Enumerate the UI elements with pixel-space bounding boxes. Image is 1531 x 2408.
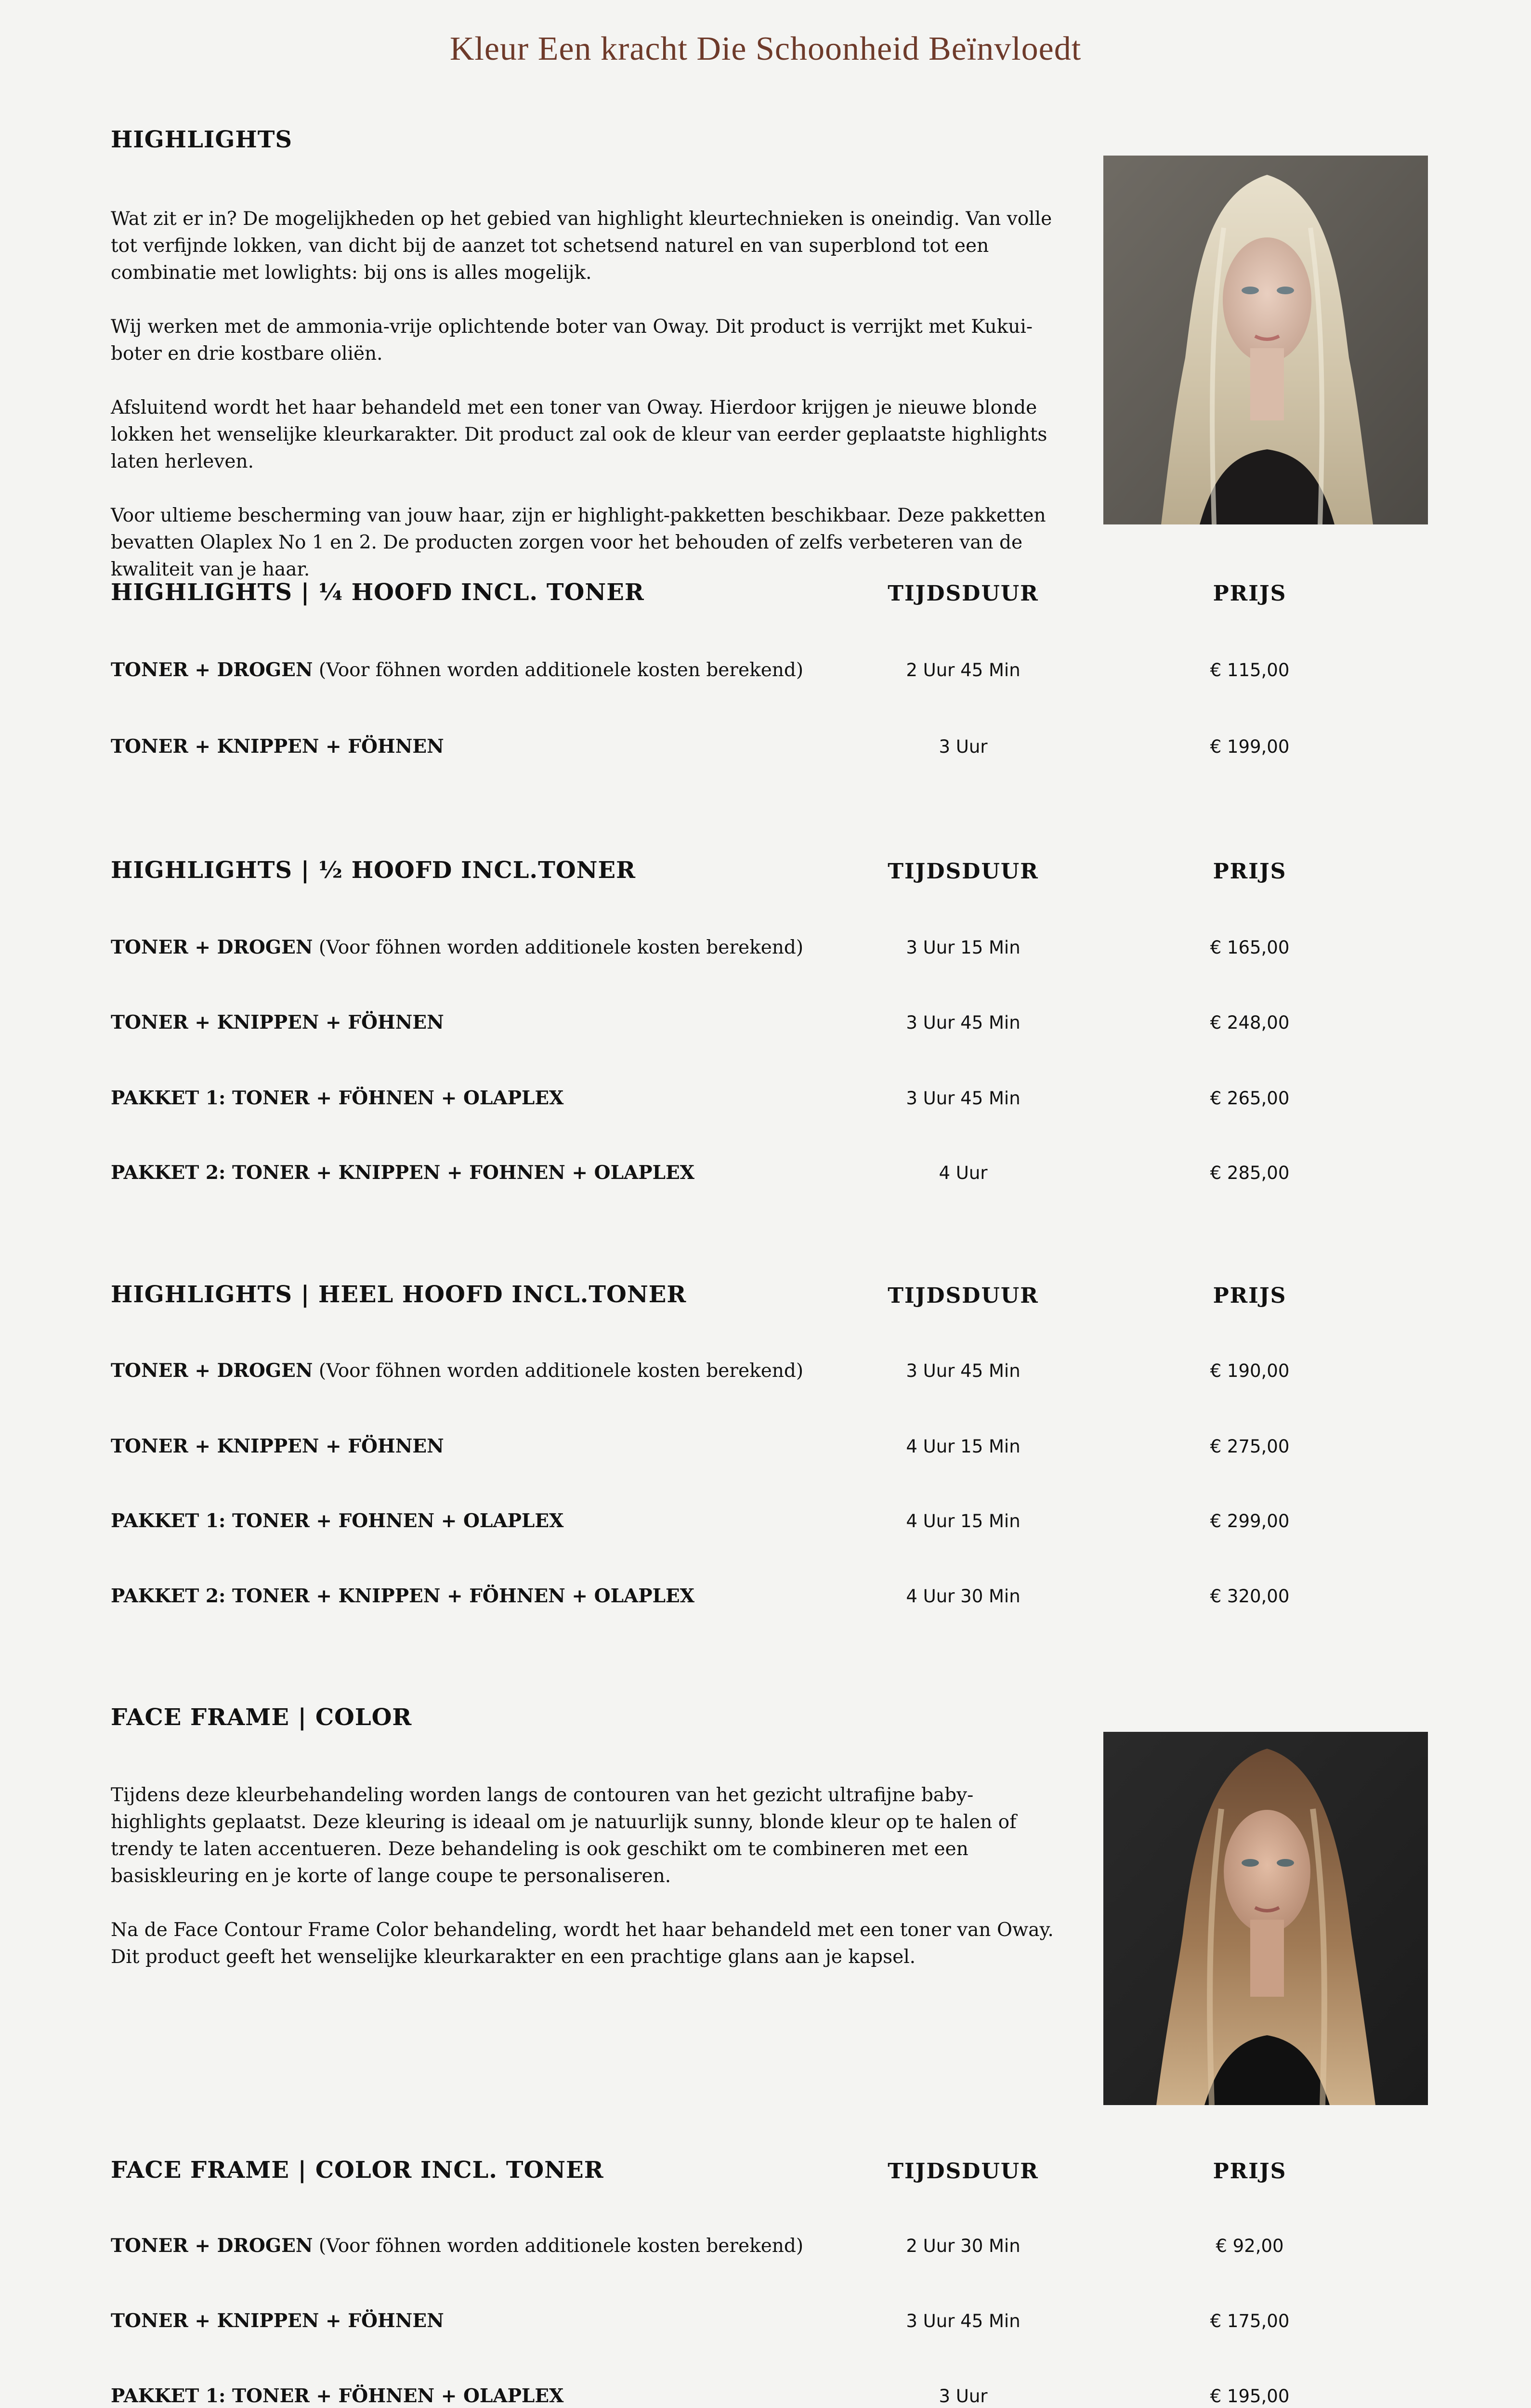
blonde-model-portrait-icon <box>1103 156 1428 524</box>
service-name: PAKKET 1: TONER + FÖHNEN + OLAPLEX <box>111 2385 564 2407</box>
table-4-price-header: PRIJS <box>1213 2159 1287 2184</box>
service-duration: 3 Uur 45 Min <box>906 1012 1021 1033</box>
service-price: € 299,00 <box>1210 1511 1290 1531</box>
face-frame-description <box>111 1782 1055 1998</box>
table-row <box>111 1011 1411 1040</box>
service-name: TONER + KNIPPEN + FÖHNEN <box>111 1011 444 1034</box>
service-price: € 175,00 <box>1210 2311 1290 2331</box>
table-row <box>111 2235 1411 2264</box>
blonde-model-photo <box>1103 156 1428 524</box>
service-name: PAKKET 1: TONER + FÖHNEN + OLAPLEX <box>111 1087 564 1109</box>
highlights-paragraph-3: Afsluitend wordt het haar behandeld met een toner van Oway. Hierdoor krijgen je nieuwe blonde lokken het wenselijke kleurkarakter. Dit product zal ook de kleur van eerder geplaatste highlights laten herleven. <box>111 397 1047 472</box>
service-duration: 4 Uur <box>939 1163 988 1183</box>
table-row <box>111 936 1411 965</box>
table-3-duration-header: TIJDSDUUR <box>888 1283 1039 1308</box>
table-row <box>111 2385 1411 2408</box>
highlights-paragraph-1: Wat zit er in? De mogelijkheden op het gebied van highlight kleurtechnieken is oneindig. Van volle tot verfijnde lokken, van dicht bij de aanzet tot schetsend naturel en van superblond tot een combinatie met lowlights: bij ons is alles mogelijk. <box>111 208 1052 284</box>
service-price: € 92,00 <box>1216 2236 1284 2256</box>
face-frame-paragraph-3: Dit product geeft het wenselijke kleurkarakter en een prachtige glans aan je kapsel. <box>111 1946 916 1968</box>
service-duration: 3 Uur <box>939 2386 988 2407</box>
service-duration: 3 Uur <box>939 736 988 757</box>
table-row <box>111 1087 1411 1116</box>
service-name: PAKKET 1: TONER + FOHNEN + OLAPLEX <box>111 1510 564 1532</box>
service-name: TONER + KNIPPEN + FÖHNEN <box>111 735 444 758</box>
brunette-model-photo <box>1103 1732 1428 2105</box>
service-price: € 195,00 <box>1210 2386 1290 2407</box>
service-name: PAKKET 2: TONER + KNIPPEN + FOHNEN + OLAPLEX <box>111 1162 694 1184</box>
service-duration: 3 Uur 45 Min <box>906 1361 1021 1381</box>
face-frame-section-heading: FACE FRAME | COLOR <box>111 1704 412 1731</box>
page-title: Kleur Een kracht Die Schoonheid Beïnvloedt <box>449 30 1082 67</box>
table-row <box>111 1360 1411 1388</box>
service-duration: 4 Uur 30 Min <box>906 1586 1021 1607</box>
service-duration: 4 Uur 15 Min <box>906 1436 1021 1457</box>
table-row <box>111 2310 1411 2339</box>
table-row <box>111 1585 1411 1614</box>
table-1-heading: HIGHLIGHTS | ¼ HOOFD INCL. TONER <box>111 579 644 606</box>
table-1-price-header: PRIJS <box>1213 581 1287 606</box>
service-name: TONER + KNIPPEN + FÖHNEN <box>111 1435 444 1457</box>
service-duration: 3 Uur 45 Min <box>906 2311 1021 2331</box>
service-duration: 3 Uur 15 Min <box>906 937 1021 958</box>
highlights-paragraph-4: Voor ultieme bescherming van jouw haar, zijn er highlight-pakketten beschikbaar. Deze pakketten bevatten Olaplex No 1 en 2. De producten zorgen voor het behouden of zelfs verbeteren van de kwaliteit van je haar. <box>111 505 1046 580</box>
table-row <box>111 1435 1411 1464</box>
service-name: TONER + DROGEN (Voor föhnen worden additionele kosten berekend) <box>111 936 804 958</box>
service-price: € 320,00 <box>1210 1586 1290 1607</box>
service-duration: 2 Uur 45 Min <box>906 660 1021 681</box>
highlights-section-heading: HIGHLIGHTS <box>111 126 293 153</box>
table-row <box>111 659 1411 688</box>
highlights-paragraph-2: Wij werken met de ammonia-vrije oplichtende boter van Oway. Dit product is verrijkt met Kukui-boter en drie kostbare oliën. <box>111 316 1033 365</box>
service-duration: 3 Uur 45 Min <box>906 1088 1021 1109</box>
service-price: € 199,00 <box>1210 736 1290 757</box>
service-duration: 2 Uur 30 Min <box>906 2236 1021 2256</box>
service-price: € 115,00 <box>1210 660 1290 681</box>
table-2-duration-header: TIJDSDUUR <box>888 859 1039 884</box>
table-row <box>111 1510 1411 1539</box>
service-name: TONER + DROGEN (Voor föhnen worden additionele kosten berekend) <box>111 659 804 681</box>
table-2-price-header: PRIJS <box>1213 859 1287 884</box>
table-4-duration-header: TIJDSDUUR <box>888 2159 1039 2184</box>
service-price: € 165,00 <box>1210 937 1290 958</box>
service-price: € 190,00 <box>1210 1361 1290 1381</box>
table-3-heading: HIGHLIGHTS | HEEL HOOFD INCL.TONER <box>111 1281 687 1308</box>
table-2-heading: HIGHLIGHTS | ½ HOOFD INCL.TONER <box>111 857 636 884</box>
face-frame-paragraph-1: Tijdens deze kleurbehandeling worden langs de contouren van het gezicht ultrafijne baby-highlights geplaatst. Deze kleuring is ideaal om je natuurlijk sunny, blonde kleur op te halen of trendy te laten accentueren. Deze behandeling is ook geschikt om te combineren met een basiskleuring en je korte of lange coupe te personaliseren. <box>111 1784 1017 1887</box>
service-price: € 275,00 <box>1210 1436 1290 1457</box>
service-name: TONER + DROGEN (Voor föhnen worden additionele kosten berekend) <box>111 1360 804 1382</box>
service-price: € 265,00 <box>1210 1088 1290 1109</box>
table-4-heading: FACE FRAME | COLOR INCL. TONER <box>111 2157 604 2184</box>
service-name: PAKKET 2: TONER + KNIPPEN + FÖHNEN + OLAPLEX <box>111 1585 694 1607</box>
highlights-description <box>111 206 1055 610</box>
service-price: € 285,00 <box>1210 1163 1290 1183</box>
service-name: TONER + KNIPPEN + FÖHNEN <box>111 2310 444 2332</box>
table-row <box>111 1162 1411 1191</box>
face-frame-paragraph-2: Na de Face Contour Frame Color behandeling, wordt het haar behandeld met een toner van Oway. <box>111 1919 1054 1941</box>
service-name: TONER + DROGEN (Voor föhnen worden additionele kosten berekend) <box>111 2235 804 2257</box>
brunette-balayage-model-portrait-icon <box>1103 1732 1428 2105</box>
service-price: € 248,00 <box>1210 1012 1290 1033</box>
service-duration: 4 Uur 15 Min <box>906 1511 1021 1531</box>
table-row <box>111 735 1411 764</box>
table-3-price-header: PRIJS <box>1213 1283 1287 1308</box>
table-1-duration-header: TIJDSDUUR <box>888 581 1039 606</box>
